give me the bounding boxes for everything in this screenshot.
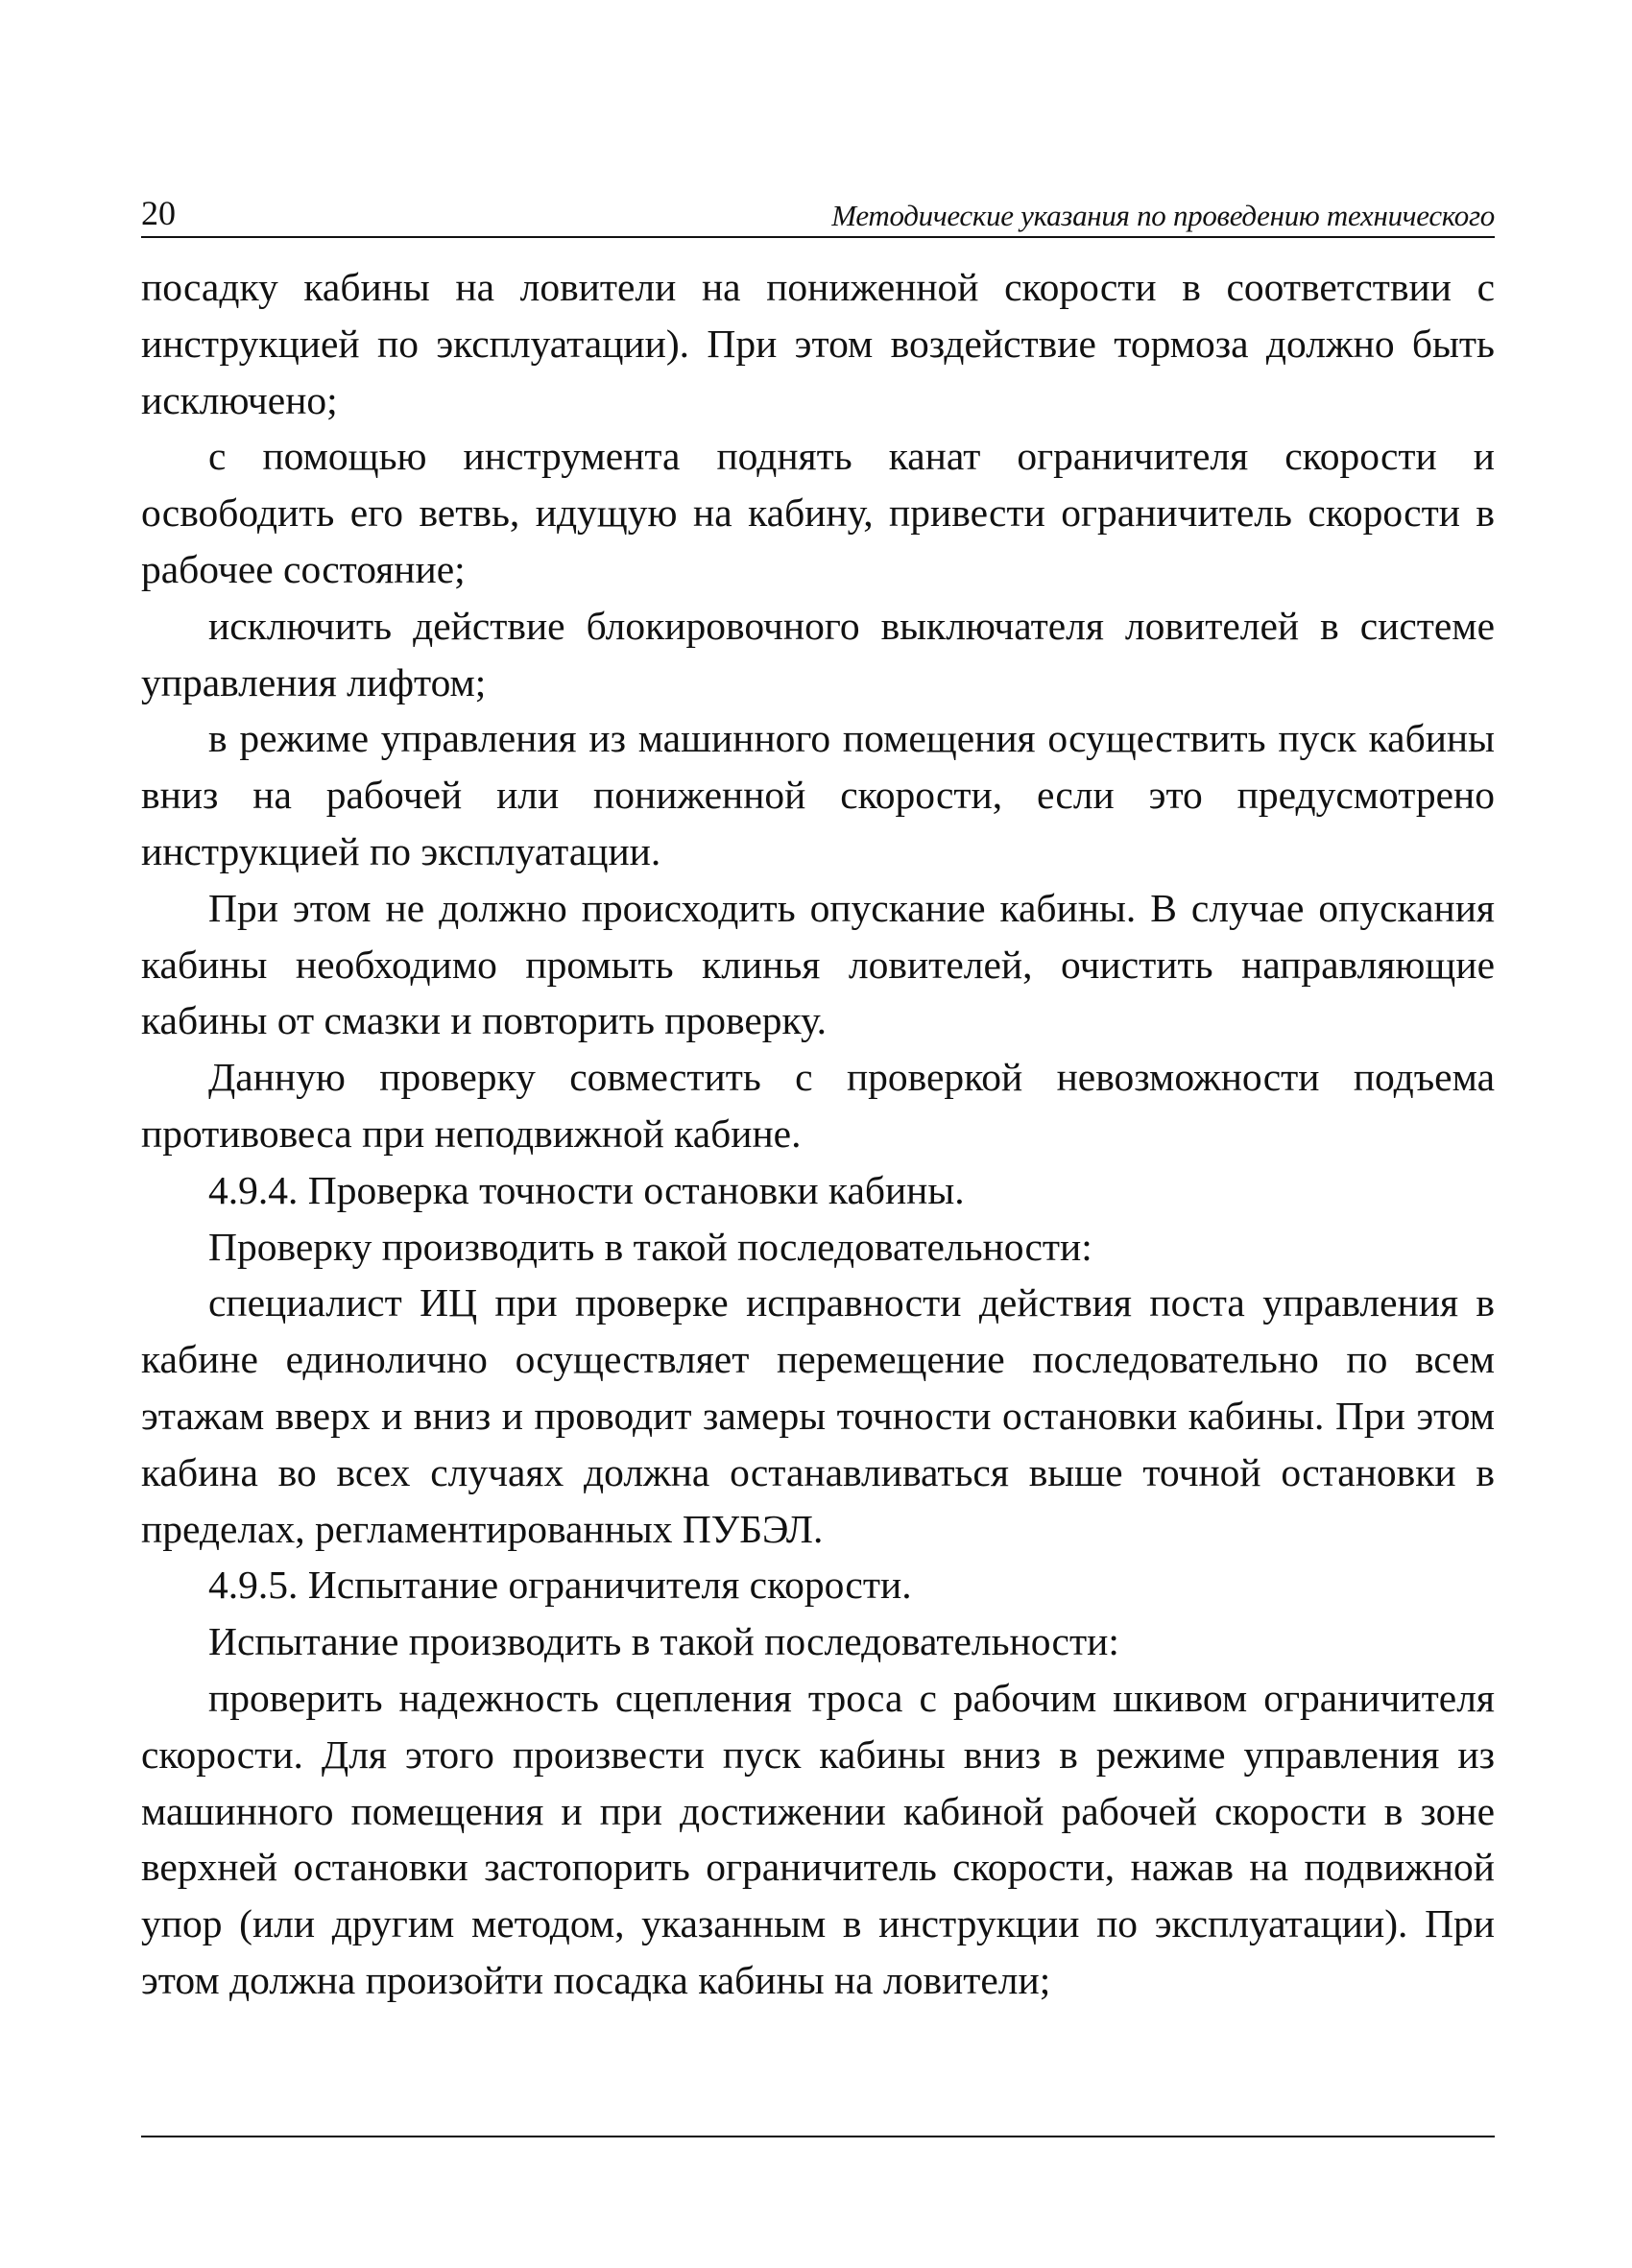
paragraph: Данную проверку совместить с проверкой невозможности подъема противовеса при неподвижной кабине. [141,1055,1495,1156]
paragraph: При этом не должно происходить опускание кабины. В случае опускания кабины необходимо промыть клинья ловителей, очистить направляющие кабины от смазки и повторить проверку. [141,885,1495,1043]
running-title: Методические указания по проведению технического [831,199,1495,232]
section-heading: 4.9.4. Проверка точности остановки кабины. [208,1167,965,1212]
paragraph: в режиме управления из машинного помещения осуществить пуск кабины вниз на рабочей или пониженной скорости, если это предусмотрено инструкцией по эксплуатации. [141,716,1495,873]
footer-rule [141,2136,1495,2137]
paragraph: Испытание производить в такой последовательности: [208,1619,1119,1664]
paragraph: с помощью инструмента поднять канат ограничителя скорости и освободить его ветвь, идущую на кабину, привести ограничитель скорости в рабочее состояние; [141,434,1495,591]
paragraph: посадку кабины на ловители на пониженной скорости в соответствии с инструкцией по эксплуатации). При этом воздействие тормоза должно быть исключено; [141,265,1495,422]
paragraph: исключить действие блокировочного выключателя ловителей в системе управления лифтом; [141,603,1495,704]
paragraph: Проверку производить в такой последовательности: [208,1224,1092,1269]
body-text [141,259,1495,2009]
section-heading: 4.9.5. Испытание ограничителя скорости. [208,1563,912,1608]
page-number: 20 [141,194,176,232]
paragraph: проверить надежность сцепления троса с рабочим шкивом ограничителя скорости. Для этого произвести пуск кабины вниз в режиме управления из машинного помещения и при достижении кабиной рабочей скорости в зоне верхней остановки застопорить ограничитель скорости, нажав на подвижной упор (или другим методом, указанным в инструкции по эксплуатации). При этом должна произойти посадка кабины на ловители; [141,1675,1495,2002]
running-header [141,182,1495,238]
paragraph: специалист ИЦ при проверке исправности действия поста управления в кабине единолично осуществляет перемещение последовательно по всем этажам вверх и вниз и проводит замеры точности остановки кабины. При этом кабина во всех случаях должна останавливаться выше точной остановки в пределах, регламентированных ПУБЭЛ. [141,1280,1495,1551]
